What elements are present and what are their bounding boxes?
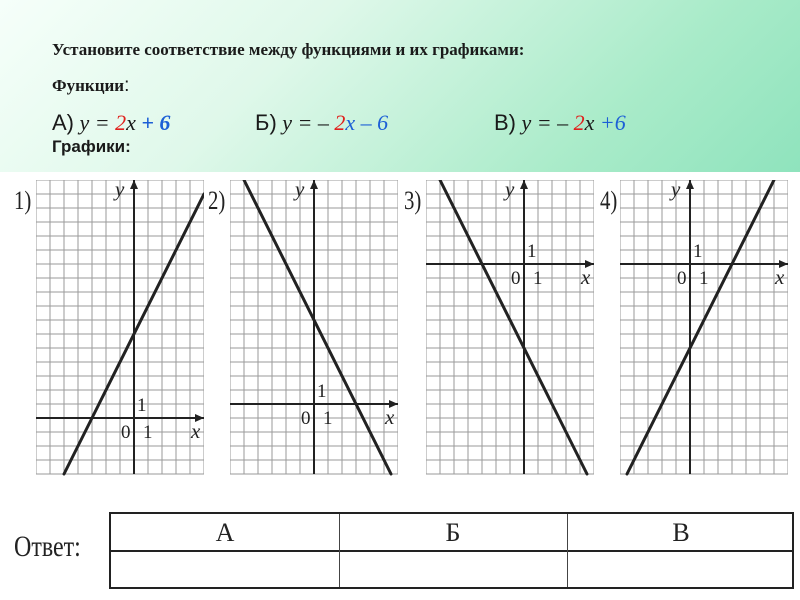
y-axis-arrow	[310, 180, 318, 189]
task-statement: Установите соответствие между функциями и их графиками:	[52, 40, 525, 59]
graph-4-panel	[620, 180, 788, 480]
function-a	[52, 110, 170, 136]
function-a-var: x	[126, 110, 136, 135]
grid	[426, 180, 594, 474]
answer-table	[109, 512, 794, 589]
functions-heading-colon: :	[124, 75, 130, 96]
x-axis-label: x	[775, 265, 785, 289]
grid	[620, 180, 788, 474]
y-axis-label: y	[505, 180, 515, 201]
graph-4-number: 4)	[600, 186, 618, 215]
function-v-lhs: y = –	[521, 110, 569, 135]
title-banner	[0, 0, 800, 172]
y-tick-label: 1	[137, 395, 147, 416]
y-axis-arrow	[686, 180, 694, 189]
functions-heading-text: Функции	[52, 76, 125, 95]
answer-col-v: В	[672, 518, 690, 547]
function-b-lhs: y = –	[282, 110, 329, 135]
y-tick-label: 1	[317, 381, 327, 402]
answer-table-divider	[111, 550, 792, 552]
origin-label: 0	[677, 268, 687, 289]
function-v-const: +6	[594, 110, 626, 135]
origin-label: 0	[511, 268, 521, 289]
y-axis-label: y	[115, 180, 125, 201]
function-a-label: А)	[52, 110, 74, 135]
function-line	[244, 180, 391, 474]
x-axis-label: x	[191, 419, 201, 443]
y-axis-label: y	[295, 180, 305, 201]
function-b-label: Б)	[255, 110, 277, 135]
answer-col-b: Б	[445, 518, 461, 547]
y-axis-label: y	[671, 180, 681, 201]
x-tick-label: 1	[533, 268, 543, 289]
y-tick-label: 1	[527, 241, 537, 262]
answer-label: Ответ:	[14, 530, 81, 563]
functions-heading	[52, 75, 129, 97]
graph-1-panel	[36, 180, 204, 480]
graph-2-panel	[230, 180, 398, 480]
function-b-rest: x – 6	[345, 110, 389, 135]
x-tick-label: 1	[323, 408, 333, 429]
graph-3-number: 3)	[404, 186, 422, 215]
function-b-coef: 2	[334, 110, 346, 135]
x-axis-label: x	[385, 405, 395, 429]
graphs-heading: Графики:	[52, 137, 131, 156]
origin-label: 0	[301, 408, 311, 429]
y-axis-arrow	[520, 180, 528, 189]
function-a-lhs: y =	[79, 110, 110, 135]
x-tick-label: 1	[699, 268, 709, 289]
y-tick-label: 1	[693, 241, 703, 262]
x-tick-label: 1	[143, 422, 153, 443]
grid	[36, 180, 204, 474]
function-v-var: x	[584, 110, 595, 135]
graph-2-number: 2)	[208, 186, 226, 215]
function-v-label: В)	[494, 110, 516, 135]
y-axis-arrow	[130, 180, 138, 189]
function-v	[494, 110, 626, 136]
origin-label: 0	[121, 422, 131, 443]
function-v-coef: 2	[573, 110, 585, 135]
graph-3-panel	[426, 180, 594, 480]
function-b	[255, 110, 388, 136]
x-axis-label: x	[581, 265, 591, 289]
answer-col-a: А	[215, 518, 235, 547]
graph-1-number: 1)	[14, 186, 32, 215]
function-a-coef: 2	[115, 110, 127, 135]
function-line	[440, 180, 587, 474]
function-line	[627, 180, 774, 474]
function-a-const: + 6	[135, 110, 171, 135]
